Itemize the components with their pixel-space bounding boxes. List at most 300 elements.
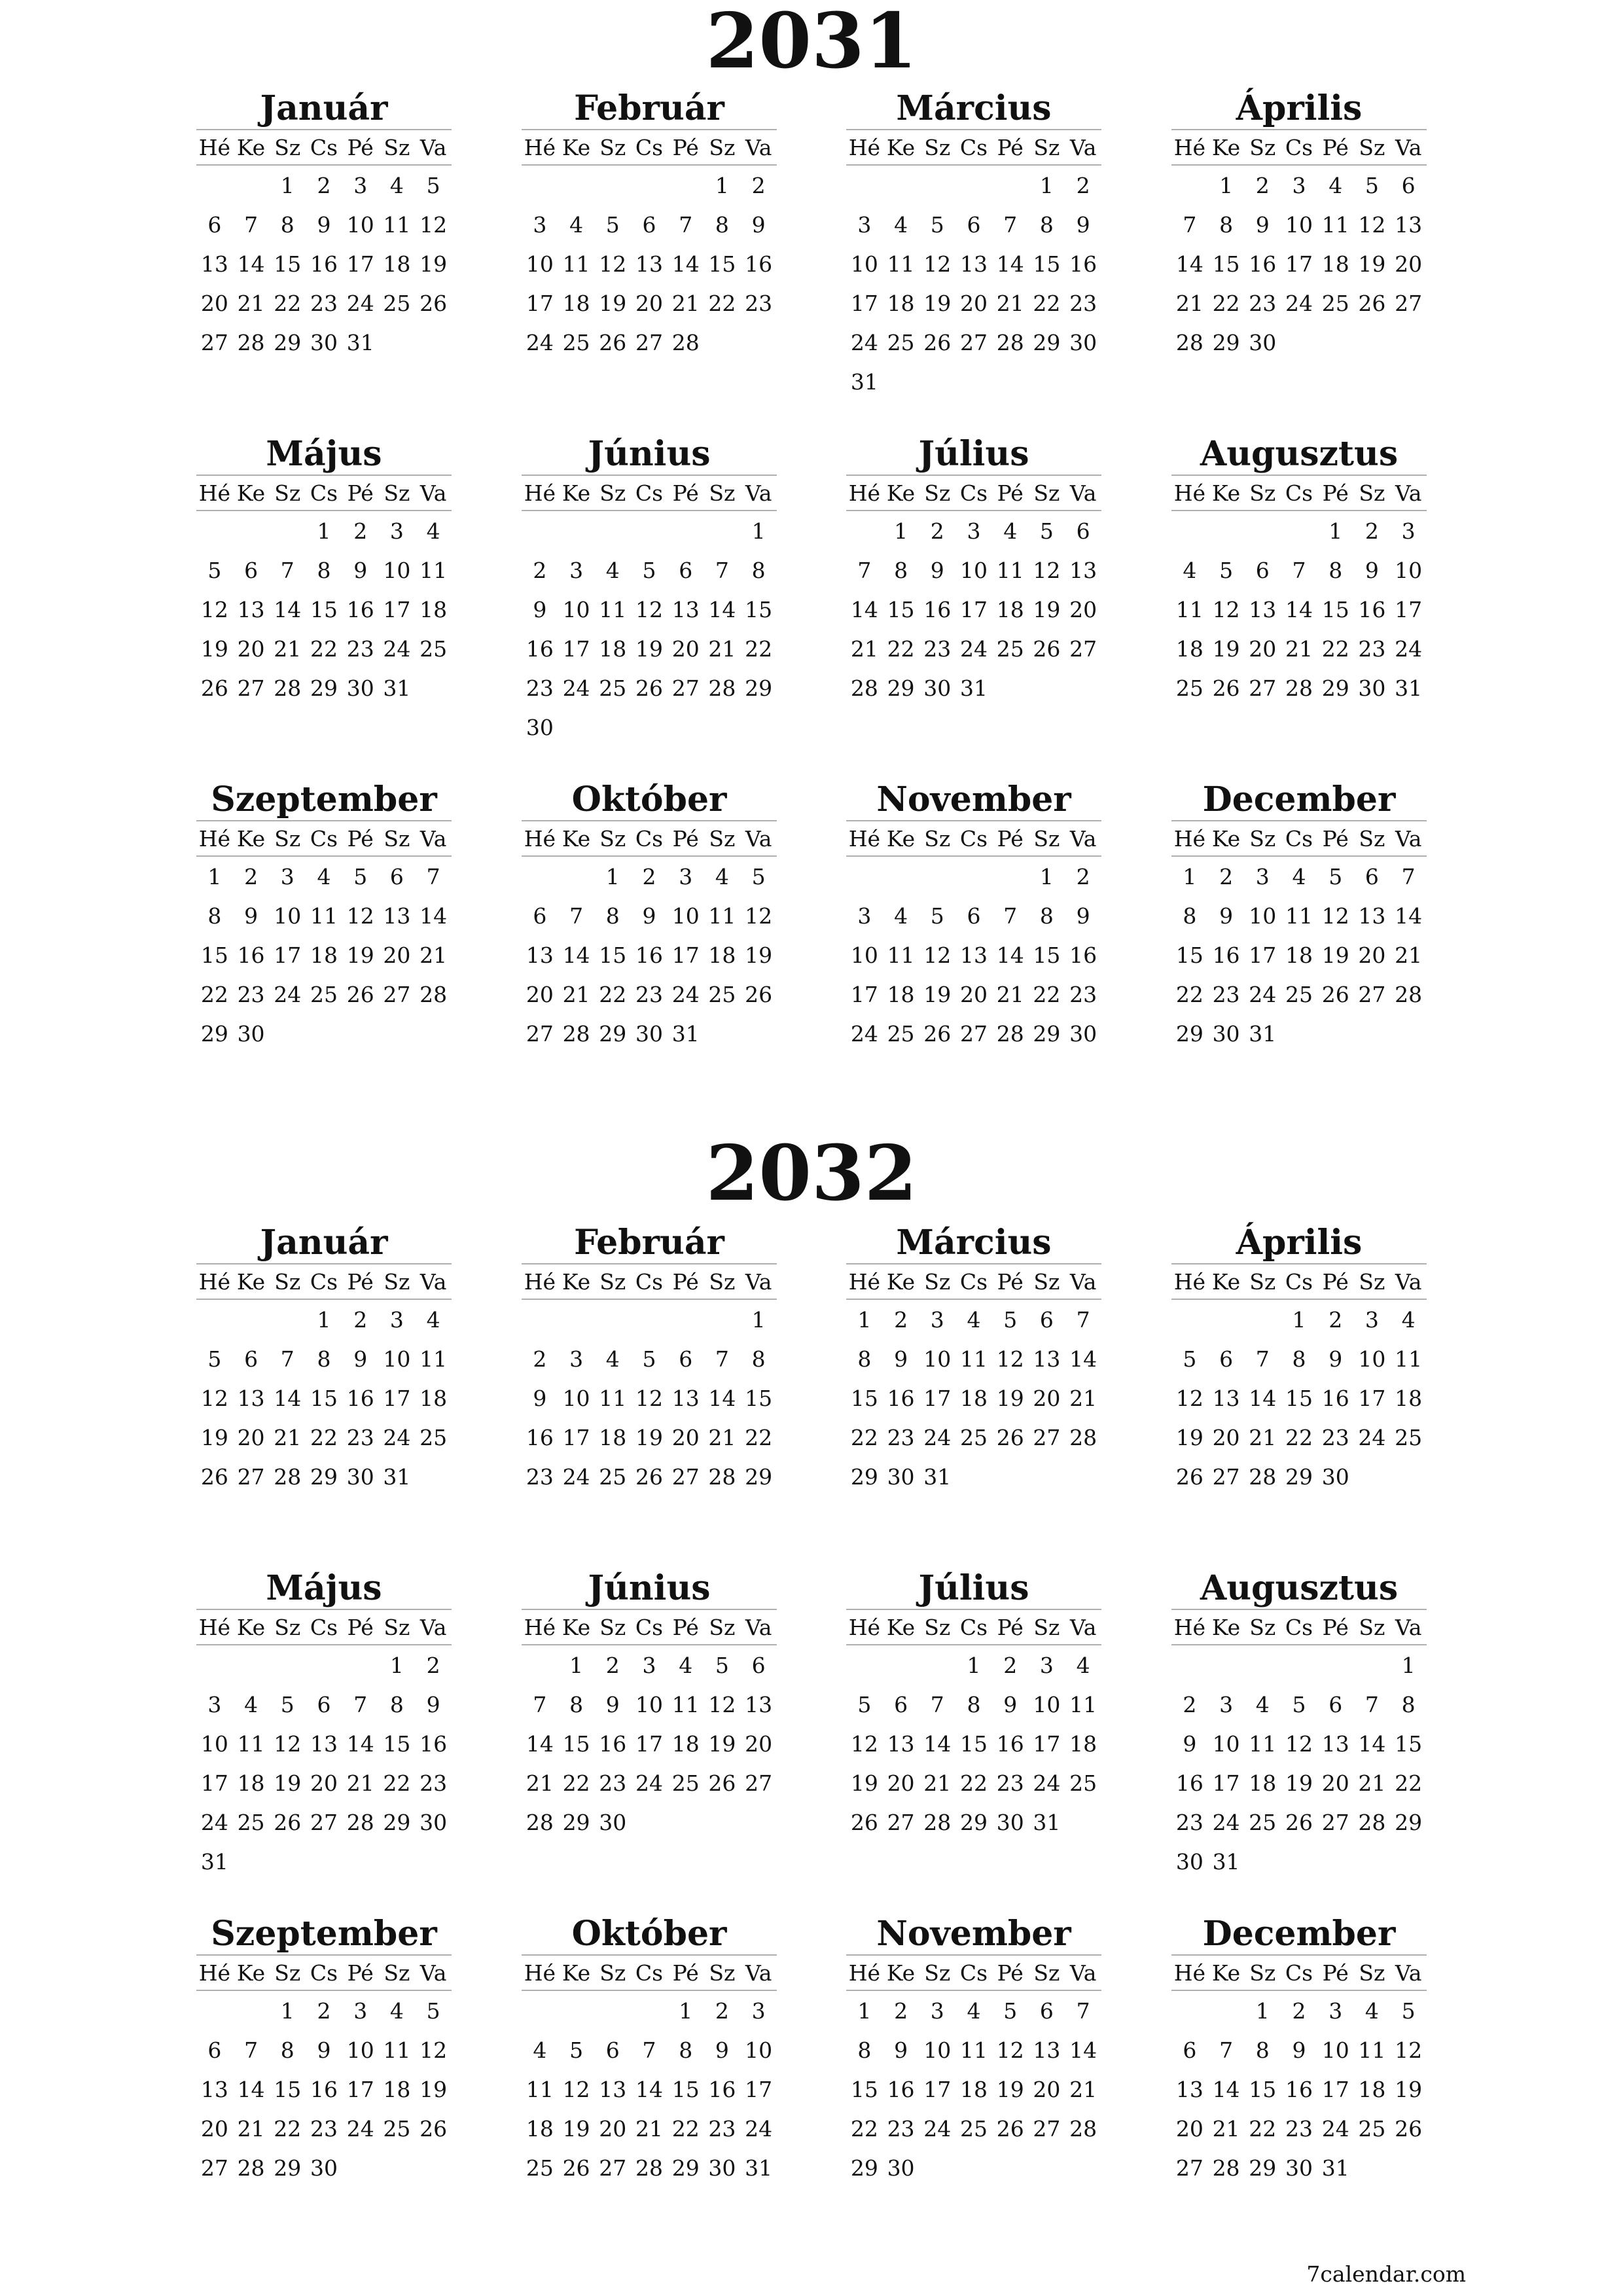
day-number: 2: [533, 557, 547, 583]
day-number: 1: [715, 172, 729, 198]
day-number: 5: [1292, 1691, 1306, 1717]
day-number: 3: [857, 903, 872, 929]
days-grid: [1171, 857, 1427, 1053]
day-number: 29: [310, 1463, 338, 1490]
day-number: 2: [317, 1998, 331, 2024]
day-number: 9: [751, 211, 766, 238]
day-number: 20: [671, 1424, 700, 1450]
day-number: 17: [1358, 1385, 1386, 1411]
weekday-label: Pé: [1322, 1268, 1349, 1295]
day-number: 21: [1069, 1385, 1097, 1411]
day-number: 4: [967, 1306, 981, 1333]
day-number: 1: [280, 1998, 294, 2024]
month-name: Április: [1236, 1223, 1363, 1263]
weekday-label: Ke: [1211, 134, 1241, 160]
day-number: 13: [1069, 557, 1097, 583]
day-number: 27: [237, 675, 265, 701]
day-number: 14: [635, 2076, 663, 2102]
day-number: 2: [894, 1306, 908, 1333]
month-calendar: [522, 1568, 777, 1842]
day-number: 15: [745, 596, 773, 622]
weekday-label: Pé: [347, 134, 374, 160]
day-number: 30: [1249, 329, 1277, 355]
day-number: 3: [280, 863, 294, 889]
weekday-label: Ke: [562, 480, 591, 506]
day-number: 20: [1033, 1385, 1061, 1411]
days-grid: [196, 857, 452, 1053]
day-number: 26: [635, 675, 663, 701]
weekday-header: [522, 1609, 777, 1645]
weekday-label: Cs: [1285, 134, 1313, 160]
days-grid: [846, 166, 1101, 401]
day-number: 9: [353, 1346, 368, 1372]
weekday-label: Sz: [1359, 1960, 1385, 1986]
day-number: 2: [426, 1652, 440, 1678]
day-number: 24: [1285, 290, 1313, 316]
weekday-label: Hé: [198, 134, 230, 160]
day-number: 27: [383, 981, 411, 1007]
day-number: 7: [1292, 557, 1306, 583]
weekday-label: Sz: [274, 1614, 301, 1640]
day-number: 7: [244, 2037, 259, 2063]
day-number: 30: [237, 1020, 265, 1047]
day-number: 22: [1249, 2115, 1277, 2142]
weekday-label: Pé: [347, 1614, 374, 1640]
day-number: 19: [274, 1770, 302, 1796]
day-number: 8: [1183, 903, 1197, 929]
day-number: 17: [1285, 251, 1313, 277]
day-number: 1: [751, 518, 766, 544]
weekday-header: [1171, 1609, 1427, 1645]
weekday-label: Cs: [959, 480, 988, 506]
day-number: 21: [671, 290, 700, 316]
day-number: 12: [562, 2076, 590, 2102]
weekday-label: Pé: [672, 134, 699, 160]
day-number: 19: [419, 251, 448, 277]
weekday-label: Hé: [1173, 825, 1205, 852]
day-number: 4: [244, 1691, 259, 1717]
day-number: 27: [526, 1020, 554, 1047]
day-number: 6: [679, 557, 693, 583]
day-number: 13: [887, 1731, 915, 1757]
day-number: 1: [751, 1306, 766, 1333]
day-number: 28: [635, 2155, 663, 2181]
weekday-label: Pé: [1322, 134, 1349, 160]
weekday-label: Va: [1395, 825, 1422, 852]
weekday-label: Va: [419, 1614, 447, 1640]
day-number: 15: [274, 2076, 302, 2102]
day-number: 10: [923, 1346, 952, 1372]
day-number: 17: [1033, 1731, 1061, 1757]
day-number: 29: [1285, 1463, 1313, 1490]
day-number: 15: [310, 596, 338, 622]
day-number: 15: [200, 942, 228, 968]
weekday-label: Ke: [886, 134, 916, 160]
day-number: 2: [715, 1998, 729, 2024]
day-number: 14: [526, 1731, 554, 1757]
day-number: 10: [383, 557, 411, 583]
day-number: 29: [1175, 1020, 1204, 1047]
day-number: 23: [996, 1770, 1024, 1796]
day-number: 12: [996, 1346, 1024, 1372]
month-calendar: [1171, 1223, 1427, 1496]
day-number: 29: [850, 1463, 878, 1490]
day-number: 16: [1069, 251, 1097, 277]
weekday-label: Ke: [562, 134, 591, 160]
day-number: 9: [1364, 557, 1379, 583]
day-number: 25: [419, 636, 448, 662]
day-number: 9: [1183, 1731, 1197, 1757]
day-number: 31: [1033, 1809, 1061, 1835]
weekday-label: Hé: [524, 480, 556, 506]
day-number: 25: [310, 981, 338, 1007]
weekday-label: Cs: [959, 1614, 988, 1640]
day-number: 16: [1069, 942, 1097, 968]
day-number: 15: [1175, 942, 1204, 968]
day-number: 4: [569, 211, 584, 238]
day-number: 18: [959, 1385, 988, 1411]
day-number: 17: [200, 1770, 228, 1796]
day-number: 27: [635, 329, 663, 355]
weekday-label: Va: [745, 480, 772, 506]
weekday-label: Ke: [1211, 825, 1241, 852]
month-calendar: [1171, 434, 1427, 708]
day-number: 31: [1212, 1848, 1240, 1874]
day-number: 9: [1329, 1346, 1343, 1372]
day-number: 25: [599, 675, 627, 701]
days-grid: [522, 1645, 777, 1842]
weekday-label: Sz: [1359, 134, 1385, 160]
day-number: 9: [715, 2037, 729, 2063]
weekday-label: Sz: [383, 1614, 410, 1640]
month-name: Július: [918, 1568, 1029, 1608]
day-number: 27: [599, 2155, 627, 2181]
weekday-label: Sz: [1033, 134, 1060, 160]
days-grid: [522, 857, 777, 1053]
day-number: 20: [1249, 636, 1277, 662]
weekday-label: Sz: [1249, 825, 1276, 852]
day-number: 26: [996, 2115, 1024, 2142]
day-number: 5: [1401, 1998, 1416, 2024]
day-number: 24: [274, 981, 302, 1007]
month-name: Február: [574, 88, 724, 128]
day-number: 12: [1321, 903, 1349, 929]
weekday-header: [846, 820, 1101, 857]
day-number: 2: [1255, 172, 1270, 198]
day-number: 1: [1039, 172, 1054, 198]
day-number: 7: [715, 557, 729, 583]
day-number: 14: [671, 251, 700, 277]
weekday-label: Hé: [524, 1960, 556, 1986]
day-number: 12: [1285, 1731, 1313, 1757]
month-name: Június: [588, 1568, 711, 1608]
day-number: 10: [959, 557, 988, 583]
day-number: 22: [887, 636, 915, 662]
day-number: 29: [1212, 329, 1240, 355]
weekday-label: Cs: [310, 1614, 338, 1640]
day-number: 15: [1033, 942, 1061, 968]
day-number: 26: [1395, 2115, 1423, 2142]
weekday-label: Sz: [709, 1614, 736, 1640]
day-number: 23: [1358, 636, 1386, 662]
day-number: 22: [745, 636, 773, 662]
day-number: 25: [1069, 1770, 1097, 1796]
day-number: 10: [745, 2037, 773, 2063]
weekday-label: Cs: [310, 825, 338, 852]
day-number: 6: [533, 903, 547, 929]
day-number: 22: [599, 981, 627, 1007]
day-number: 25: [887, 1020, 915, 1047]
day-number: 4: [1329, 172, 1343, 198]
day-number: 1: [679, 1998, 693, 2024]
day-number: 2: [1292, 1998, 1306, 2024]
day-number: 29: [383, 1809, 411, 1835]
day-number: 15: [671, 2076, 700, 2102]
day-number: 24: [959, 636, 988, 662]
day-number: 7: [569, 903, 584, 929]
weekday-label: Ke: [562, 825, 591, 852]
month-calendar: [522, 88, 777, 362]
day-number: 31: [1249, 1020, 1277, 1047]
day-number: 18: [1249, 1770, 1277, 1796]
day-number: 17: [383, 1385, 411, 1411]
day-number: 26: [419, 290, 448, 316]
day-number: 21: [708, 1424, 736, 1450]
day-number: 4: [1292, 863, 1306, 889]
month-name: Április: [1236, 88, 1363, 128]
day-number: 1: [569, 1652, 584, 1678]
day-number: 30: [1358, 675, 1386, 701]
day-number: 11: [599, 1385, 627, 1411]
day-number: 17: [850, 981, 878, 1007]
day-number: 3: [569, 1346, 584, 1372]
weekday-label: Sz: [1033, 480, 1060, 506]
day-number: 18: [1285, 942, 1313, 968]
day-number: 1: [894, 518, 908, 544]
day-number: 27: [671, 1463, 700, 1490]
days-grid: [522, 1300, 777, 1496]
weekday-label: Ke: [1211, 1960, 1241, 1986]
day-number: 11: [1358, 2037, 1386, 2063]
weekday-label: Sz: [383, 1268, 410, 1295]
day-number: 15: [1285, 1385, 1313, 1411]
day-number: 10: [1212, 1731, 1240, 1757]
weekday-label: Sz: [924, 134, 951, 160]
day-number: 1: [1039, 863, 1054, 889]
weekday-label: Sz: [274, 134, 301, 160]
day-number: 2: [1364, 518, 1379, 544]
day-number: 10: [274, 903, 302, 929]
day-number: 30: [599, 1809, 627, 1835]
day-number: 21: [850, 636, 878, 662]
day-number: 28: [708, 1463, 736, 1490]
weekday-header: [196, 475, 452, 511]
weekday-label: Sz: [1033, 1614, 1060, 1640]
day-number: 11: [959, 2037, 988, 2063]
weekday-label: Ke: [236, 1268, 266, 1295]
day-number: 4: [679, 1652, 693, 1678]
day-number: 1: [317, 518, 331, 544]
day-number: 27: [671, 675, 700, 701]
day-number: 29: [562, 1809, 590, 1835]
day-number: 6: [894, 1691, 908, 1717]
day-number: 10: [200, 1731, 228, 1757]
weekday-header: [1171, 820, 1427, 857]
day-number: 16: [346, 596, 374, 622]
day-number: 31: [923, 1463, 952, 1490]
day-number: 29: [1395, 1809, 1423, 1835]
day-number: 11: [419, 1346, 448, 1372]
days-grid: [522, 511, 777, 747]
weekday-label: Pé: [997, 1614, 1024, 1640]
day-number: 5: [930, 211, 944, 238]
day-number: 4: [317, 863, 331, 889]
day-number: 19: [996, 1385, 1024, 1411]
day-number: 19: [850, 1770, 878, 1796]
day-number: 22: [1321, 636, 1349, 662]
month-calendar: [846, 780, 1101, 1053]
day-number: 23: [237, 981, 265, 1007]
month-name: Május: [266, 434, 382, 474]
day-number: 20: [635, 290, 663, 316]
day-number: 12: [346, 903, 374, 929]
day-number: 16: [310, 251, 338, 277]
day-number: 26: [850, 1809, 878, 1835]
days-grid: [846, 1991, 1101, 2187]
day-number: 12: [1395, 2037, 1423, 2063]
day-number: 24: [200, 1809, 228, 1835]
day-number: 3: [857, 211, 872, 238]
day-number: 2: [244, 863, 259, 889]
days-grid: [196, 1645, 452, 1881]
day-number: 5: [426, 172, 440, 198]
day-number: 10: [635, 1691, 663, 1717]
weekday-label: Ke: [562, 1960, 591, 1986]
weekday-label: Va: [1395, 1960, 1422, 1986]
day-number: 14: [1285, 596, 1313, 622]
weekday-label: Ke: [886, 825, 916, 852]
day-number: 21: [708, 636, 736, 662]
month-name: December: [1202, 1914, 1396, 1954]
days-grid: [196, 1991, 452, 2187]
day-number: 22: [745, 1424, 773, 1450]
day-number: 18: [1395, 1385, 1423, 1411]
day-number: 16: [1249, 251, 1277, 277]
day-number: 16: [887, 2076, 915, 2102]
day-number: 13: [671, 1385, 700, 1411]
day-number: 4: [533, 2037, 547, 2063]
day-number: 6: [1329, 1691, 1343, 1717]
month-calendar: [196, 780, 452, 1053]
day-number: 28: [274, 675, 302, 701]
day-number: 20: [1395, 251, 1423, 277]
day-number: 27: [745, 1770, 773, 1796]
weekday-header: [196, 1954, 452, 1991]
day-number: 29: [310, 675, 338, 701]
day-number: 10: [1285, 211, 1313, 238]
day-number: 21: [1285, 636, 1313, 662]
day-number: 23: [1069, 290, 1097, 316]
weekday-label: Sz: [924, 825, 951, 852]
day-number: 23: [310, 2115, 338, 2142]
day-number: 9: [244, 903, 259, 929]
day-number: 6: [751, 1652, 766, 1678]
day-number: 30: [1175, 1848, 1204, 1874]
day-number: 28: [237, 2155, 265, 2181]
day-number: 12: [923, 942, 952, 968]
weekday-label: Ke: [1211, 1268, 1241, 1295]
days-grid: [846, 511, 1101, 708]
day-number: 15: [310, 1385, 338, 1411]
day-number: 26: [346, 981, 374, 1007]
day-number: 11: [959, 1346, 988, 1372]
weekday-header: [522, 475, 777, 511]
weekday-label: Sz: [1033, 1960, 1060, 1986]
day-number: 25: [959, 1424, 988, 1450]
day-number: 14: [237, 2076, 265, 2102]
day-number: 13: [1175, 2076, 1204, 2102]
day-number: 11: [708, 903, 736, 929]
day-number: 21: [635, 2115, 663, 2142]
day-number: 28: [1069, 1424, 1097, 1450]
day-number: 29: [599, 1020, 627, 1047]
day-number: 14: [562, 942, 590, 968]
day-number: 7: [280, 1346, 294, 1372]
day-number: 11: [887, 942, 915, 968]
day-number: 12: [200, 1385, 228, 1411]
day-number: 1: [857, 1998, 872, 2024]
day-number: 27: [959, 329, 988, 355]
day-number: 29: [850, 2155, 878, 2181]
day-number: 7: [1076, 1306, 1090, 1333]
day-number: 4: [1076, 1652, 1090, 1678]
day-number: 29: [274, 329, 302, 355]
weekday-label: Ke: [886, 1614, 916, 1640]
weekday-label: Pé: [347, 480, 374, 506]
day-number: 8: [751, 1346, 766, 1372]
day-number: 19: [1358, 251, 1386, 277]
day-number: 18: [1321, 251, 1349, 277]
day-number: 6: [389, 863, 404, 889]
month-name: December: [1202, 780, 1396, 819]
day-number: 14: [1069, 1346, 1097, 1372]
day-number: 21: [526, 1770, 554, 1796]
day-number: 1: [1219, 172, 1234, 198]
day-number: 6: [1364, 863, 1379, 889]
day-number: 8: [1219, 211, 1234, 238]
day-number: 18: [237, 1770, 265, 1796]
day-number: 27: [1175, 2155, 1204, 2181]
weekday-label: Pé: [672, 1614, 699, 1640]
day-number: 18: [1069, 1731, 1097, 1757]
day-number: 17: [850, 290, 878, 316]
day-number: 17: [635, 1731, 663, 1757]
day-number: 15: [745, 1385, 773, 1411]
day-number: 19: [923, 981, 952, 1007]
day-number: 21: [1249, 1424, 1277, 1450]
day-number: 23: [887, 1424, 915, 1450]
day-number: 19: [200, 636, 228, 662]
day-number: 15: [959, 1731, 988, 1757]
day-number: 24: [923, 1424, 952, 1450]
weekday-label: Pé: [347, 825, 374, 852]
weekday-label: Sz: [383, 134, 410, 160]
day-number: 15: [562, 1731, 590, 1757]
weekday-header: [522, 820, 777, 857]
day-number: 21: [237, 290, 265, 316]
weekday-label: Ke: [236, 825, 266, 852]
day-number: 11: [1069, 1691, 1097, 1717]
